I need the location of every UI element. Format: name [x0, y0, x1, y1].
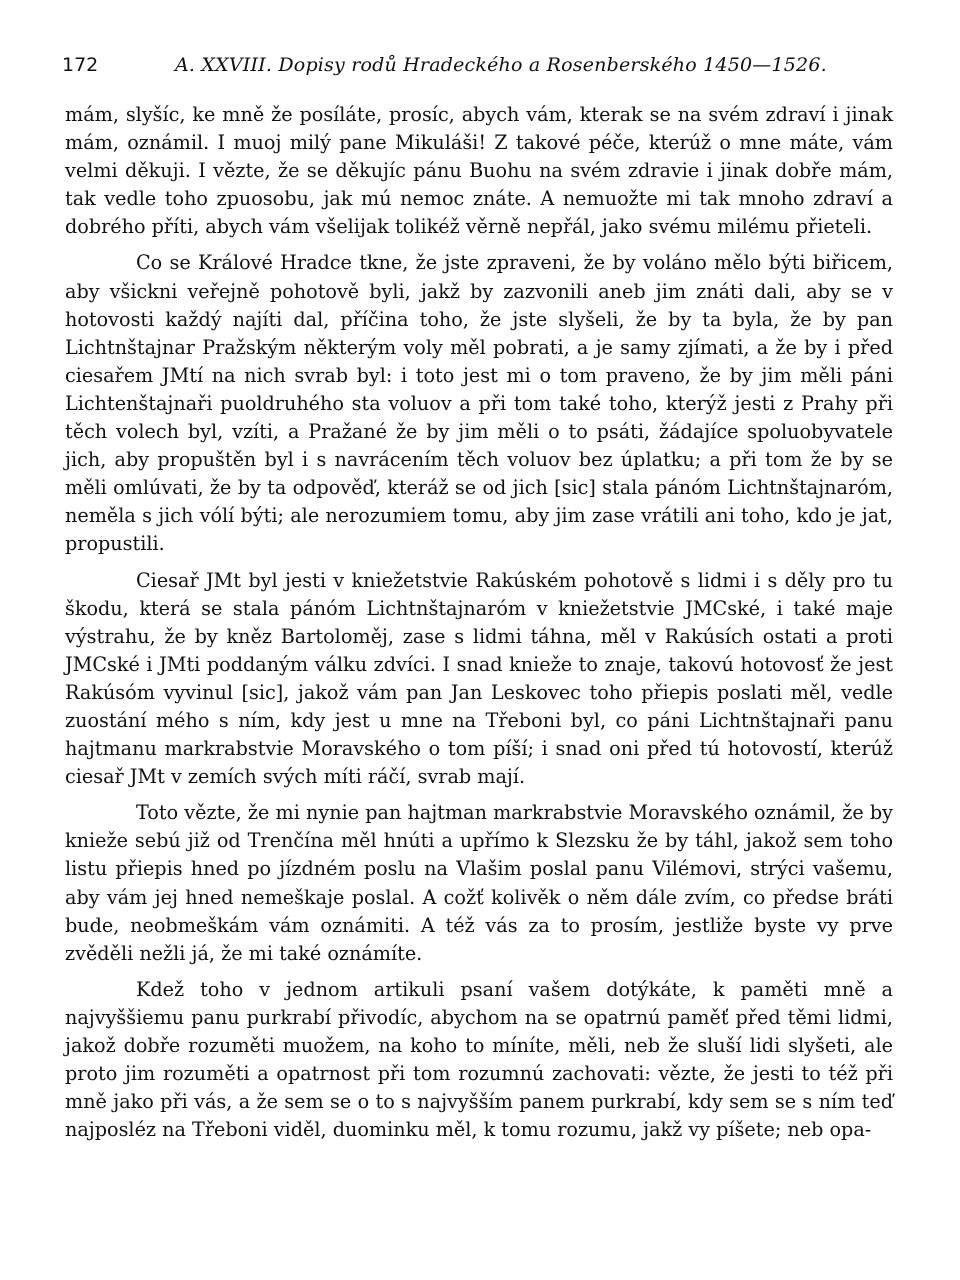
running-title: A. XXVIII. Dopisy rodů Hradeckého a Rosenberského 1450—1526. — [175, 54, 827, 76]
paragraph-ciesar: Ciesař JMt byl jesti v kniežetstvie Rakúském pohotově s lidmi i s děly pro tu škodu, která se stala pánóm Lichtnštajnaróm v kniežetstvie JMCské, i také maje výstrahu, že by kněz Bartoloměj, zase s lidmi táhna, měl v Rakúsích ostati a proti JMCské i JMti poddaným válku zdvíci. I snad knieže to znaje, takovú hotovosť že jest Rakúsóm vyvinul [sic], jakož vám pan Jan Leskovec toho přiepis poslati měl, vedle zuostání mého s ním, kdy jest u mne na Třeboni byl, co páni Lichtnštajnaři panu hajtmanu markrabstvie Moravského o tom píší; i snad oni před tú hotovostí, kterúž ciesař JMt v zemích svých míti ráčí, svrab mají. — [65, 568, 893, 789]
paragraph-continuation: mám, slyšíc, ke mně že posíláte, prosíc, abych vám, kterak se na svém zdraví i jinak mám, oznámil. I muoj milý pane Mikuláši! Z takové péče, kterúž o mne máte, vám velmi děkuji. I vězte, že se děkujíc pánu Buohu na svém zdravie i jinak dobře mám, tak vedle toho zpuosobu, jak mú nemoc znáte. A nemuožte mi tak mnoho zdraví a dobrého příti, abych vám všelijak tolikéž věrně nepřál, jako svému milému přieteli. — [65, 103, 893, 239]
page-number: 172 — [62, 54, 99, 76]
paragraph-kralove-hradce: Co se Králové Hradce tkne, že jste zpraveni, že by voláno mělo býti biřicem, aby všickni veřejně pohotově byli, jakž by zazvonili aneb jim znáti dali, aby se v hotovosti každý najíti dal, příčina toho, že jste slyšeli, že by ta byla, že by pan Lichtnštajnar Pražským některým voly měl pobrati, a je samy zjímati, a že by i před ciesařem JMtí na nich svrab byl: i toto jest mi o tom praveno, že by jim měli páni Lichtenštajnaři puoldruhého sta voluov a při tom také toho, kterýž jesti z Prahy při těch volech byl, vzíti, a Pražané že by jim měli o to psáti, žádajíce spoluobyvatele jich, aby propuštěn byl i s navrácením těch voluov bez úplatku; a při tom že by se měli omlúvati, že by ta odpověď, kteráž se od jich [sic] stala pánóm Lichtnštajnaróm, neměla s jich vólí býti; ale nerozumiem tomu, aby jim zase vrátili ani toho, kdo je jat, propustili. — [65, 251, 893, 556]
paragraph-toto-vezte: Toto vězte, že mi nynie pan hajtman markrabstvie Moravského oznámil, že by knieže sebú již od Trenčína měl hnúti a upřímo k Slezsku že by táhl, jakož sem toho listu přiepis hned po jízdném poslu na Vlašim poslal panu Vilémovi, strýci vašemu, aby vám jej hned nemeškaje poslal. A cožť kolivěk o něm dále zvím, co předse bráti bude, neobmeškám vám oznámiti. A též vás za to prosím, jestliže byste vy prve zvěděli nežli já, že mi také oznámíte. — [65, 801, 893, 965]
page-header — [62, 54, 902, 84]
paragraph-kdez-toho: Kdež toho v jednom artikuli psaní vašem dotýkáte, k paměti mně a najvyššiemu panu purkrabí přivodíc, abychom na se opatrnú paměť před těmi lidmi, jakož dobře rozuměti muožem, na koho to míníte, měli, neb že sluší lidi slyšeti, ale proto jim rozuměti a opatrnost při tom rozumnú zachovati: vězte, že jesti to též při mně jako při vás, a že sem se o to s najvyšším panem purkrabí, kdy sem se s ním teď najposléz na Třeboni viděl, duominku měl, k tomu rozumu, jakž vy píšete; neb opa- — [65, 977, 893, 1142]
body-text — [65, 101, 893, 1144]
